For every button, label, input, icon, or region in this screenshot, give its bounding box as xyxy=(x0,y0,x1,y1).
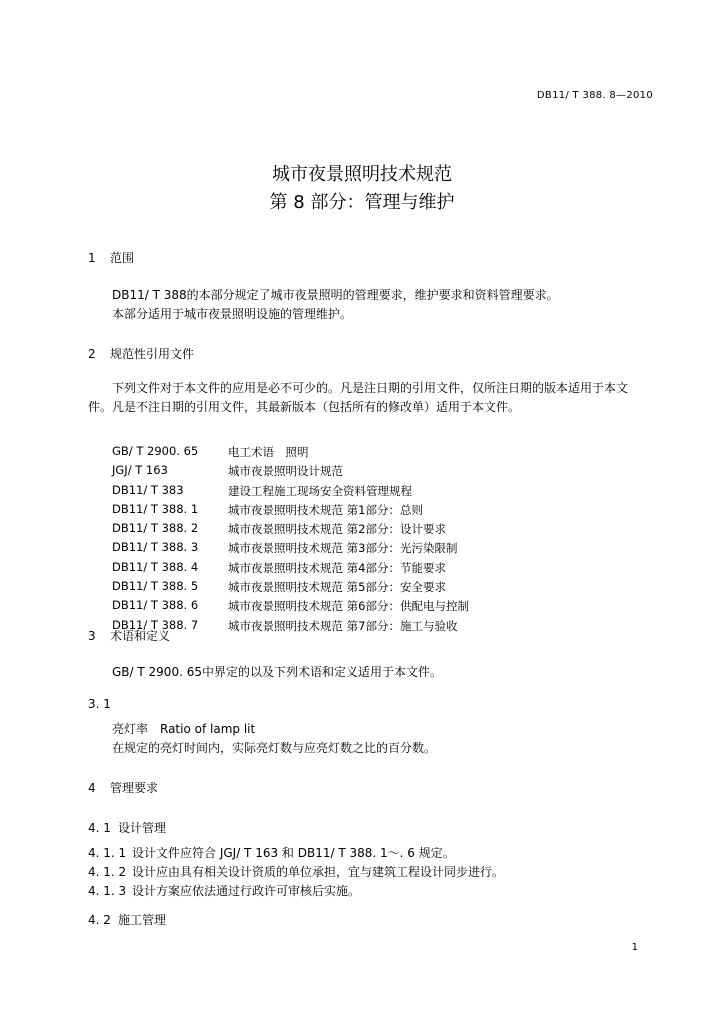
subsection-heading-4-1 xyxy=(88,819,166,836)
reference-title: 城市夜景照明设计规范 xyxy=(228,464,343,479)
reference-title: 城市夜景照明技术规范 第5部分：安全要求 xyxy=(228,580,446,595)
clause-number: 4. 1. 1 xyxy=(88,846,127,860)
term-definition: 在规定的亮灯时间内，实际亮灯数与应亮灯数之比的百分数。 xyxy=(112,741,437,755)
reference-code: DB11/ T 388. 4 xyxy=(112,559,199,574)
section-number: 1 xyxy=(88,251,96,265)
section-number: 3 xyxy=(88,629,96,643)
reference-code: DB11/ T 388. 1 xyxy=(112,501,199,516)
reference-title: 城市夜景照明技术规范 第3部分：光污染限制 xyxy=(228,541,458,556)
reference-item xyxy=(112,444,469,463)
paragraph-continuation: 件。凡是不注日期的引用文件，其最新版本（包括所有的修改单）适用于本文件。 xyxy=(88,400,521,414)
reference-code: GB/ T 2900. 65 xyxy=(112,444,199,458)
reference-code: DB11/ T 383 xyxy=(112,482,184,497)
reference-item xyxy=(112,483,469,502)
reference-title: 城市夜景照明技术规范 第7部分：施工与验收 xyxy=(228,618,458,633)
section-number: 4 xyxy=(88,781,96,795)
clause-number: 4. 1. 3 xyxy=(88,884,127,898)
clause-text: 设计文件应符合 JGJ/ T 163 和 DB11/ T 388. 1～. 6 规定。 xyxy=(132,846,455,860)
reference-title: 电工术语 照明 xyxy=(228,445,309,459)
reference-item xyxy=(112,560,469,579)
reference-title: 建设工程施工现场安全资料管理规程 xyxy=(228,483,412,498)
reference-item xyxy=(112,521,469,540)
term-entry: 亮灯率 Ratio of lamp lit xyxy=(112,722,256,736)
reference-list xyxy=(112,444,469,637)
clause-item xyxy=(88,862,504,882)
section-title: 范围 xyxy=(110,251,135,265)
document-id-header: DB11/ T 388. 8—2010 xyxy=(536,90,653,101)
clause-item xyxy=(88,881,360,901)
clause-text: 设计方案应依法通过行政许可审核后实施。 xyxy=(132,884,361,898)
subsection-number: 3. 1 xyxy=(88,697,111,711)
subsection-title: 施工管理 xyxy=(118,913,167,927)
reference-code: DB11/ T 388. 7 xyxy=(112,617,199,632)
reference-title: 城市夜景照明技术规范 第1部分：总则 xyxy=(228,502,423,517)
reference-item xyxy=(112,463,469,482)
reference-title: 城市夜景照明技术规范 第6部分：供配电与控制 xyxy=(228,599,469,614)
section-heading-4 xyxy=(88,779,158,796)
section-heading-1 xyxy=(88,249,134,266)
reference-item xyxy=(112,502,469,521)
reference-code: JGJ/ T 163 xyxy=(112,463,168,478)
clause-item xyxy=(88,843,455,863)
page-number: 1 xyxy=(631,942,638,953)
reference-title: 城市夜景照明技术规范 第4部分：节能要求 xyxy=(228,560,446,575)
clause-number: 4. 1. 2 xyxy=(88,865,127,879)
reference-code: DB11/ T 388. 3 xyxy=(112,540,199,555)
subsection-number: 4. 1 xyxy=(88,821,111,835)
reference-item xyxy=(112,598,469,617)
subsection-title: 设计管理 xyxy=(118,821,167,835)
paragraph: DB11/ T 388的本部分规定了城市夜景照明的管理要求，维护要求和资料管理要求。 xyxy=(112,288,559,302)
reference-code: DB11/ T 388. 5 xyxy=(112,579,199,594)
reference-code: DB11/ T 388. 2 xyxy=(112,521,199,536)
reference-item xyxy=(112,579,469,598)
section-title: 规范性引用文件 xyxy=(110,347,195,361)
section-title: 管理要求 xyxy=(110,781,159,795)
section-title: 术语和定义 xyxy=(110,629,171,643)
reference-title: 城市夜景照明技术规范 第2部分：设计要求 xyxy=(228,522,446,537)
reference-item xyxy=(112,540,469,559)
section-heading-3 xyxy=(88,627,170,644)
section-heading-2 xyxy=(88,345,194,362)
document-subtitle: 第 8 部分：管理与维护 xyxy=(269,192,455,213)
paragraph: 本部分适用于城市夜景照明设施的管理维护。 xyxy=(112,307,353,321)
section-number: 2 xyxy=(88,347,96,361)
clause-text: 设计应由具有相关设计资质的单位承担，宜与建筑工程设计同步进行。 xyxy=(132,865,505,879)
document-title: 城市夜景照明技术规范 xyxy=(272,164,452,185)
paragraph: 下列文件对于本文件的应用是必不可少的。凡是注日期的引用文件，仅所注日期的版本适用于本文 xyxy=(112,381,629,395)
subsection-heading-4-2 xyxy=(88,911,166,928)
subsection-number: 4. 2 xyxy=(88,913,111,927)
reference-code: DB11/ T 388. 6 xyxy=(112,598,199,613)
paragraph: GB/ T 2900. 65中界定的以及下列术语和定义适用于本文件。 xyxy=(112,665,442,679)
